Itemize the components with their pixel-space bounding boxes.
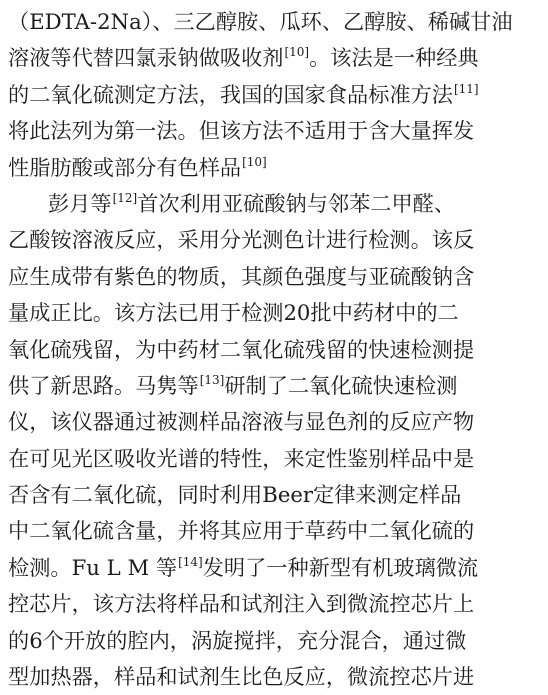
text-segment: 中二氧化硫含量，并将其应用于草药中二氧化硫的 xyxy=(8,518,475,544)
text-segment: 将此法列为第一法。但该方法不适用于含大量挥发 xyxy=(8,118,475,144)
text-segment: 性脂肪酸或部分有色样品 xyxy=(8,154,242,180)
text-segment: 检测。Fu L M 等 xyxy=(8,554,178,580)
text-segment: 。该法是一种经典 xyxy=(309,45,479,71)
paragraph xyxy=(8,186,540,695)
text-segment: 仪，该仪器通过被测样品溶液与显色剂的反应产物 xyxy=(8,409,475,435)
text-line xyxy=(8,4,540,40)
text-segment: 彭月等 xyxy=(48,190,112,216)
text-line xyxy=(8,441,540,477)
citation-mark: [10] xyxy=(242,154,267,169)
text-segment: 的6个开放的腔内，涡旋搅拌，充分混合，通过微 xyxy=(8,627,467,653)
text-line xyxy=(8,586,540,622)
body-text xyxy=(8,4,540,695)
text-segment: 型加热器，样品和试剂生比色反应，微流控芯片进 xyxy=(8,664,475,690)
text-line xyxy=(8,623,540,659)
text-line xyxy=(8,113,540,149)
text-line xyxy=(8,77,540,113)
citation-mark: [13] xyxy=(199,372,225,387)
text-segment: 控芯片，该方法将样品和试剂注入到微流控芯片上 xyxy=(8,591,475,617)
text-line xyxy=(8,550,540,586)
text-line xyxy=(8,477,540,513)
text-line xyxy=(8,186,540,222)
citation-mark: [14] xyxy=(178,554,203,569)
citation-mark: [12] xyxy=(112,190,138,205)
text-line xyxy=(8,404,540,440)
text-segment: （EDTA-2Na）、三乙醇胺、瓜环、乙醇胺、稀碱甘油 xyxy=(8,9,513,34)
text-segment: 首次利用亚硫酸钠与邻苯二甲醛、 xyxy=(137,190,456,216)
text-segment: 供了新思路。马隽等 xyxy=(8,372,199,398)
text-segment: 量成正比。该方法已用于检测20批中药材中的二 xyxy=(8,300,459,326)
text-segment: 氧化硫残留，为中药材二氧化硫残留的快速检测提 xyxy=(8,336,475,362)
text-segment: 发明了一种新型有机玻璃微流 xyxy=(202,554,479,580)
text-segment: 否含有二氧化硫，同时利用Beer定律来测定样品 xyxy=(8,482,462,508)
text-segment: 溶液等代替四氯汞钠做吸收剂 xyxy=(8,45,284,71)
text-line xyxy=(8,259,540,295)
text-line xyxy=(8,150,540,186)
text-line xyxy=(8,368,540,404)
text-segment: 的二氧化硫测定方法，我国的国家食品标准方法 xyxy=(8,81,453,107)
text-line xyxy=(8,222,540,258)
text-line xyxy=(8,295,540,331)
paragraph xyxy=(8,4,540,186)
text-line xyxy=(8,40,540,76)
citation-mark: [10] xyxy=(284,45,310,60)
citation-mark: [11] xyxy=(453,81,479,96)
text-line xyxy=(8,513,540,549)
text-segment: 应生成带有紫色的物质，其颜色强度与亚硫酸钠含 xyxy=(8,263,475,289)
text-segment: 乙酸铵溶液反应，采用分光测色计进行检测。该反 xyxy=(8,227,475,253)
text-segment: 在可见光区吸收光谱的特性，来定性鉴别样品中是 xyxy=(8,445,475,471)
text-segment: 研制了二氧化硫快速检测 xyxy=(224,372,458,398)
text-line xyxy=(8,659,540,695)
text-line xyxy=(8,332,540,368)
